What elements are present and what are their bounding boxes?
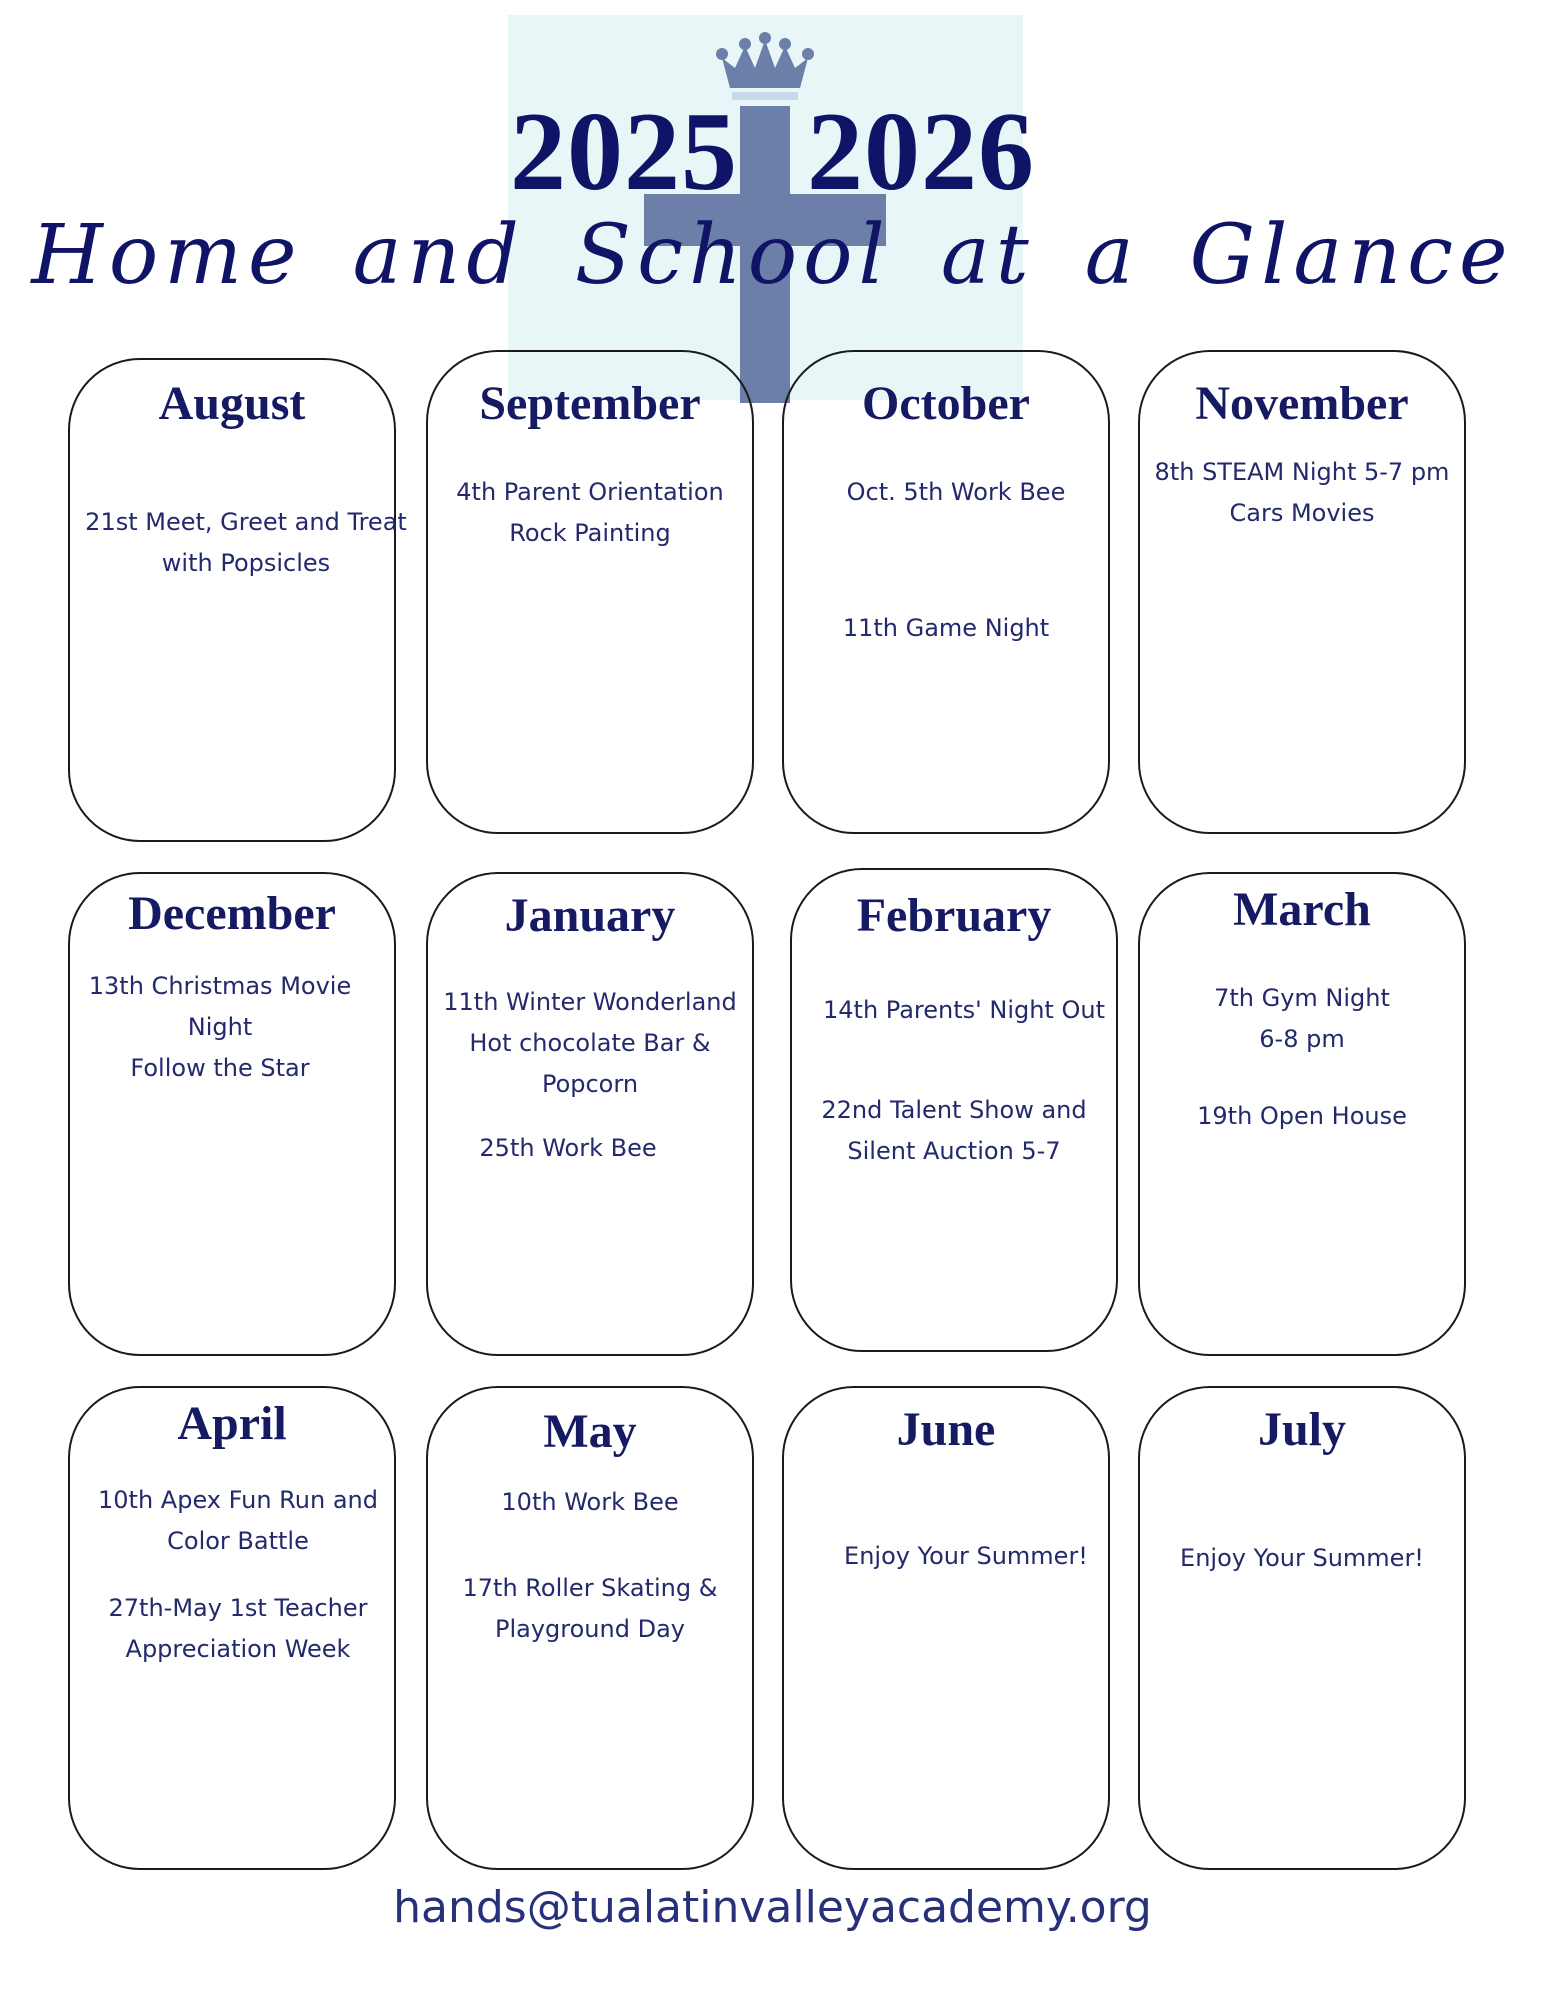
event-text: 11th Winter Wonderland Hot chocolate Bar & Popcorn <box>443 988 737 1098</box>
event-text: 10th Work Bee <box>501 1488 679 1516</box>
event-text: 11th Game Night <box>842 614 1050 642</box>
month-card-august <box>68 358 407 842</box>
event-text: 17th Roller Skating & Playground Day <box>462 1574 718 1643</box>
event-text: 8th STEAM Night 5-7 pm Cars Movies <box>1154 458 1450 527</box>
month-card-october <box>782 350 1110 834</box>
contact-email-link[interactable]: hands@tualatinvalleyacademy.org <box>393 1882 1152 1933</box>
month-title: December <box>128 887 336 940</box>
month-card-july <box>1138 1386 1466 1870</box>
event-text: 19th Open House <box>1197 1102 1407 1130</box>
event-text: 27th-May 1st Teacher Appreciation Week <box>108 1594 368 1663</box>
event-text: 7th Gym Night 6-8 pm <box>1214 984 1390 1053</box>
month-title: March <box>1233 883 1371 936</box>
month-title: June <box>896 1403 996 1456</box>
month-card-november <box>1138 350 1466 834</box>
page-title: 2025 2026 <box>510 90 1035 214</box>
month-title: July <box>1257 1403 1347 1456</box>
month-title: September <box>479 377 701 430</box>
month-card-september <box>426 350 754 834</box>
event-text: Oct. 5th Work Bee <box>846 478 1066 506</box>
month-card-june <box>782 1386 1110 1870</box>
month-card-may <box>426 1386 754 1870</box>
month-title: October <box>862 377 1030 430</box>
event-text: 25th Work Bee <box>479 1134 657 1162</box>
month-card-february <box>790 868 1118 1352</box>
month-title: February <box>856 889 1052 942</box>
month-title: August <box>158 377 306 430</box>
event-text: 10th Apex Fun Run and Color Battle <box>98 1486 378 1555</box>
month-card-april <box>68 1386 396 1870</box>
event-text: 4th Parent Orientation Rock Painting <box>456 478 724 547</box>
event-text: 22nd Talent Show and Silent Auction 5-7 <box>821 1096 1087 1165</box>
month-title: May <box>543 1405 637 1458</box>
month-card-december <box>68 872 396 1356</box>
month-card-january <box>426 872 754 1356</box>
page-subtitle: Home and School at a Glance <box>31 208 1514 303</box>
event-text: 14th Parents' Night Out <box>823 996 1105 1024</box>
month-card-march <box>1138 872 1466 1356</box>
event-text: Enjoy Your Summer! <box>844 1542 1088 1570</box>
event-text: Enjoy Your Summer! <box>1180 1544 1424 1572</box>
event-text: 21st Meet, Greet and Treat with Popsicles <box>85 508 407 577</box>
month-title: November <box>1195 377 1409 430</box>
month-title: April <box>177 1397 287 1450</box>
month-title: January <box>504 889 676 942</box>
event-text: 13th Christmas Movie Night Follow the Star <box>88 972 352 1082</box>
